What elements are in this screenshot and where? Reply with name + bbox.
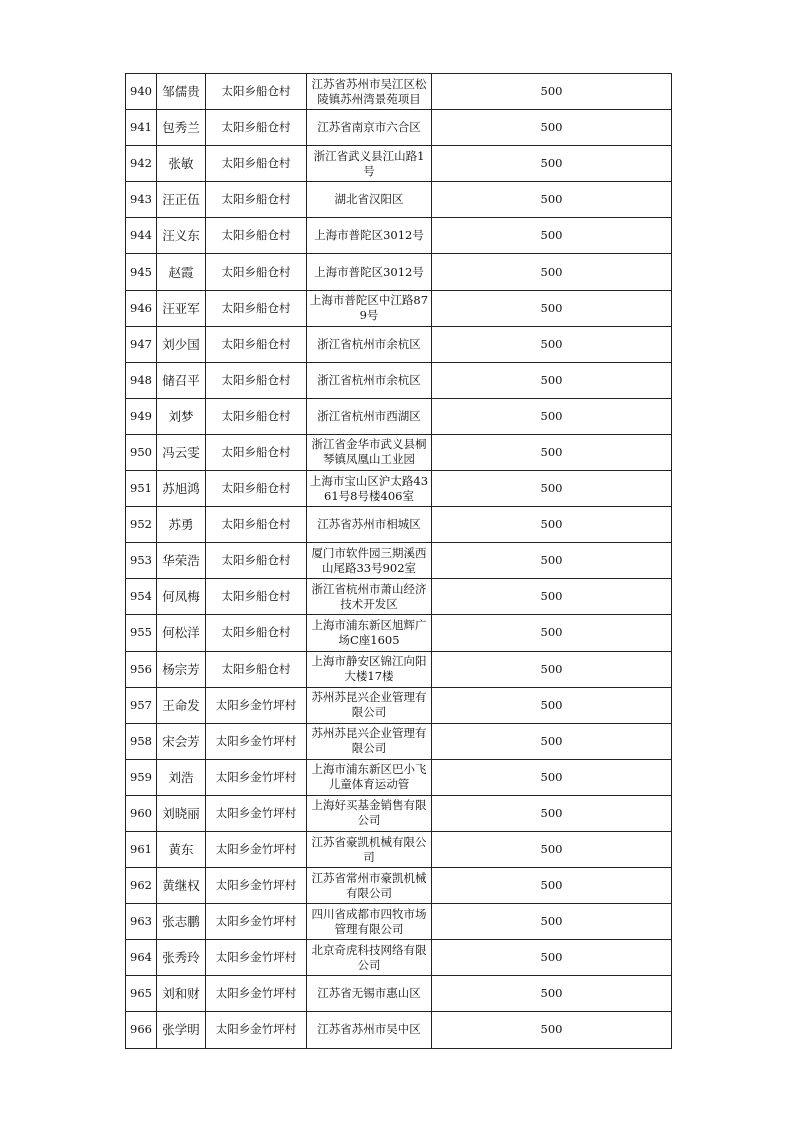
donation-amount: 500: [432, 976, 672, 1012]
work-address: 江苏省豪凯机械有限公司: [307, 831, 432, 867]
person-name: 黄继权: [157, 868, 206, 904]
donation-amount: 500: [432, 146, 672, 182]
table-row: [126, 723, 672, 759]
table-row: [126, 471, 672, 507]
table-row: [126, 976, 672, 1012]
row-number: 943: [126, 182, 157, 218]
village-name: 太阳乡船仓村: [206, 254, 307, 290]
person-name: 张敏: [157, 146, 206, 182]
table-row: [126, 759, 672, 795]
donation-amount: 500: [432, 759, 672, 795]
donation-amount: 500: [432, 362, 672, 398]
village-name: 太阳乡船仓村: [206, 398, 307, 434]
row-number: 950: [126, 434, 157, 470]
row-number: 952: [126, 507, 157, 543]
work-address: 上海市普陀区3012号: [307, 254, 432, 290]
person-name: 刘晓丽: [157, 795, 206, 831]
person-name: 汪义东: [157, 218, 206, 254]
work-address: 江苏省南京市六合区: [307, 110, 432, 146]
row-number: 962: [126, 868, 157, 904]
work-address: 江苏省常州市豪凯机械有限公司: [307, 868, 432, 904]
table-row: [126, 868, 672, 904]
row-number: 944: [126, 218, 157, 254]
donation-amount: 500: [432, 904, 672, 940]
donation-amount: 500: [432, 507, 672, 543]
person-name: 王命发: [157, 687, 206, 723]
person-name: 华荣浩: [157, 543, 206, 579]
work-address: 浙江省杭州市西湖区: [307, 398, 432, 434]
row-number: 957: [126, 687, 157, 723]
row-number: 961: [126, 831, 157, 867]
village-name: 太阳乡金竹坪村: [206, 831, 307, 867]
person-name: 张志鹏: [157, 904, 206, 940]
work-address: 江苏省无锡市惠山区: [307, 976, 432, 1012]
person-name: 何凤梅: [157, 579, 206, 615]
table-row: [126, 74, 672, 110]
village-name: 太阳乡船仓村: [206, 326, 307, 362]
row-number: 946: [126, 290, 157, 326]
village-name: 太阳乡船仓村: [206, 507, 307, 543]
table-row: [126, 362, 672, 398]
work-address: 江苏省苏州市吴中区: [307, 1012, 432, 1048]
donation-amount: 500: [432, 651, 672, 687]
donation-amount: 500: [432, 290, 672, 326]
person-name: 苏勇: [157, 507, 206, 543]
row-number: 966: [126, 1012, 157, 1048]
village-name: 太阳乡船仓村: [206, 218, 307, 254]
row-number: 954: [126, 579, 157, 615]
village-name: 太阳乡金竹坪村: [206, 904, 307, 940]
table-row: [126, 398, 672, 434]
village-name: 太阳乡船仓村: [206, 74, 307, 110]
village-name: 太阳乡船仓村: [206, 110, 307, 146]
donation-amount: 500: [432, 182, 672, 218]
donation-amount: 500: [432, 398, 672, 434]
village-name: 太阳乡船仓村: [206, 615, 307, 651]
row-number: 964: [126, 940, 157, 976]
village-name: 太阳乡船仓村: [206, 362, 307, 398]
work-address: 浙江省武义县江山路1号: [307, 146, 432, 182]
donation-amount: 500: [432, 74, 672, 110]
table-row: [126, 579, 672, 615]
person-name: 冯云雯: [157, 434, 206, 470]
person-name: 储召平: [157, 362, 206, 398]
work-address: 四川省成都市四牧市场管理有限公司: [307, 904, 432, 940]
work-address: 苏州苏昆兴企业管理有限公司: [307, 687, 432, 723]
village-name: 太阳乡金竹坪村: [206, 759, 307, 795]
table-row: [126, 651, 672, 687]
village-name: 太阳乡金竹坪村: [206, 687, 307, 723]
person-name: 赵霞: [157, 254, 206, 290]
village-name: 太阳乡船仓村: [206, 290, 307, 326]
village-name: 太阳乡金竹坪村: [206, 976, 307, 1012]
table-body: [126, 74, 672, 1049]
row-number: 947: [126, 326, 157, 362]
row-number: 940: [126, 74, 157, 110]
work-address: 浙江省杭州市余杭区: [307, 362, 432, 398]
person-name: 黄东: [157, 831, 206, 867]
work-address: 江苏省苏州市相城区: [307, 507, 432, 543]
work-address: 上海市浦东新区旭辉广场C座1605: [307, 615, 432, 651]
row-number: 955: [126, 615, 157, 651]
row-number: 941: [126, 110, 157, 146]
table-row: [126, 110, 672, 146]
donation-amount: 500: [432, 579, 672, 615]
work-address: 江苏省苏州市吴江区松陵镇苏州湾景苑项目: [307, 74, 432, 110]
table-row: [126, 615, 672, 651]
donation-amount: 500: [432, 254, 672, 290]
donation-amount: 500: [432, 831, 672, 867]
donation-amount: 500: [432, 868, 672, 904]
donation-amount: 500: [432, 795, 672, 831]
row-number: 951: [126, 471, 157, 507]
person-name: 宋会芳: [157, 723, 206, 759]
work-address: 厦门市软件园三期溪西山尾路33号902室: [307, 543, 432, 579]
table-row: [126, 290, 672, 326]
village-name: 太阳乡船仓村: [206, 434, 307, 470]
row-number: 948: [126, 362, 157, 398]
village-name: 太阳乡船仓村: [206, 146, 307, 182]
person-name: 包秀兰: [157, 110, 206, 146]
person-name: 刘和财: [157, 976, 206, 1012]
table-row: [126, 182, 672, 218]
row-number: 953: [126, 543, 157, 579]
village-name: 太阳乡船仓村: [206, 651, 307, 687]
person-name: 何松洋: [157, 615, 206, 651]
table-row: [126, 940, 672, 976]
village-name: 太阳乡船仓村: [206, 579, 307, 615]
donation-table: [125, 73, 672, 1049]
donation-amount: 500: [432, 1012, 672, 1048]
row-number: 945: [126, 254, 157, 290]
row-number: 949: [126, 398, 157, 434]
person-name: 刘浩: [157, 759, 206, 795]
table-row: [126, 254, 672, 290]
row-number: 958: [126, 723, 157, 759]
person-name: 刘少国: [157, 326, 206, 362]
village-name: 太阳乡船仓村: [206, 182, 307, 218]
village-name: 太阳乡金竹坪村: [206, 940, 307, 976]
village-name: 太阳乡金竹坪村: [206, 723, 307, 759]
work-address: 浙江省杭州市萧山经济技术开发区: [307, 579, 432, 615]
table-row: [126, 795, 672, 831]
person-name: 杨宗芳: [157, 651, 206, 687]
person-name: 邹儒贵: [157, 74, 206, 110]
row-number: 959: [126, 759, 157, 795]
table-row: [126, 507, 672, 543]
work-address: 上海市普陀区3012号: [307, 218, 432, 254]
person-name: 苏旭鸿: [157, 471, 206, 507]
donation-amount: 500: [432, 471, 672, 507]
donation-amount: 500: [432, 940, 672, 976]
work-address: 浙江省杭州市余杭区: [307, 326, 432, 362]
table-row: [126, 543, 672, 579]
donation-amount: 500: [432, 723, 672, 759]
person-name: 张学明: [157, 1012, 206, 1048]
person-name: 汪亚军: [157, 290, 206, 326]
donation-amount: 500: [432, 687, 672, 723]
row-number: 956: [126, 651, 157, 687]
work-address: 上海市普陀区中江路879号: [307, 290, 432, 326]
table-row: [126, 1012, 672, 1048]
work-address: 浙江省金华市武义县桐琴镇凤凰山工业园: [307, 434, 432, 470]
person-name: 刘梦: [157, 398, 206, 434]
work-address: 上海市静安区锦江向阳大楼17楼: [307, 651, 432, 687]
work-address: 上海市浦东新区巴小飞儿童体育运动管: [307, 759, 432, 795]
village-name: 太阳乡船仓村: [206, 543, 307, 579]
person-name: 汪正伍: [157, 182, 206, 218]
row-number: 942: [126, 146, 157, 182]
table-row: [126, 434, 672, 470]
table-row: [126, 218, 672, 254]
work-address: 苏州苏昆兴企业管理有限公司: [307, 723, 432, 759]
table-row: [126, 687, 672, 723]
village-name: 太阳乡金竹坪村: [206, 795, 307, 831]
donation-amount: 500: [432, 543, 672, 579]
row-number: 965: [126, 976, 157, 1012]
table-row: [126, 146, 672, 182]
village-name: 太阳乡金竹坪村: [206, 868, 307, 904]
village-name: 太阳乡船仓村: [206, 471, 307, 507]
row-number: 960: [126, 795, 157, 831]
village-name: 太阳乡金竹坪村: [206, 1012, 307, 1048]
table-row: [126, 831, 672, 867]
work-address: 湖北省汉阳区: [307, 182, 432, 218]
work-address: 上海市宝山区沪太路4361号8号楼406室: [307, 471, 432, 507]
table-row: [126, 904, 672, 940]
work-address: 上海好买基金销售有限公司: [307, 795, 432, 831]
donation-amount: 500: [432, 615, 672, 651]
donation-amount: 500: [432, 218, 672, 254]
donation-amount: 500: [432, 326, 672, 362]
work-address: 北京奇虎科技网络有限公司: [307, 940, 432, 976]
table-row: [126, 326, 672, 362]
donation-amount: 500: [432, 434, 672, 470]
row-number: 963: [126, 904, 157, 940]
person-name: 张秀玲: [157, 940, 206, 976]
donation-amount: 500: [432, 110, 672, 146]
